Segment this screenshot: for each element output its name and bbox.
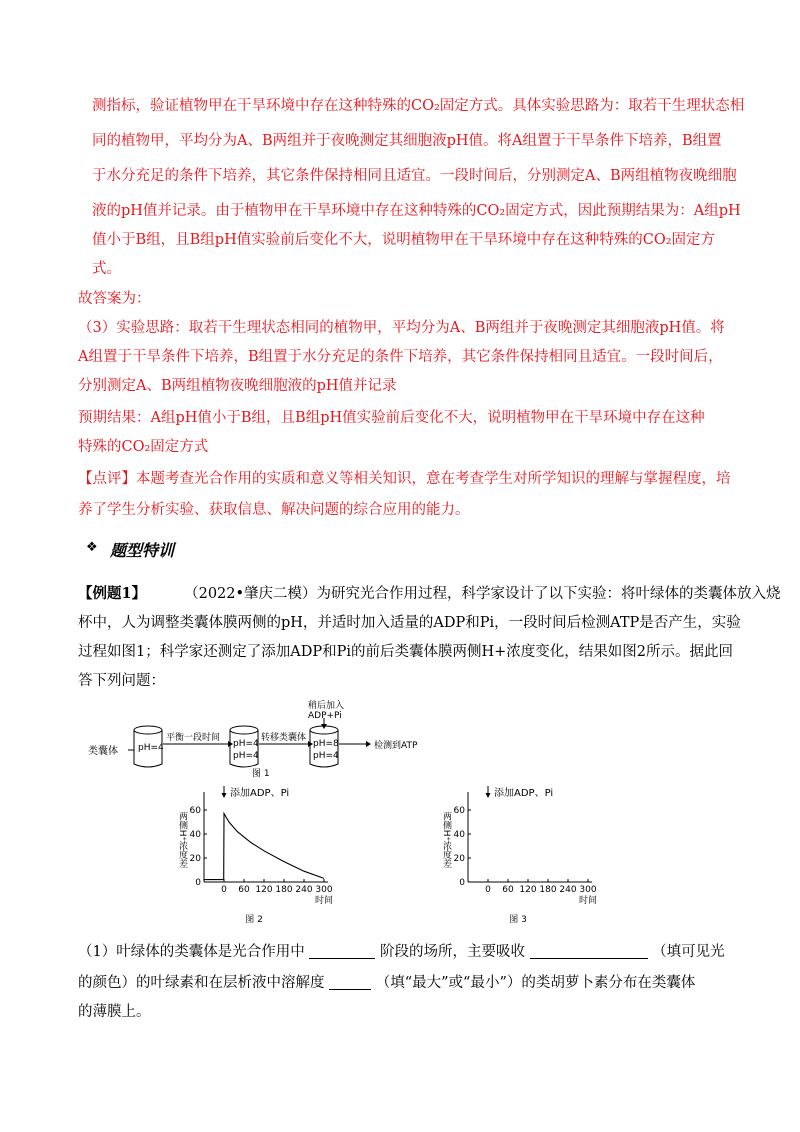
- fig1-arrow-1-label: 平衡一段时间: [166, 733, 221, 743]
- conclusion-label: 故答案为：: [78, 291, 151, 307]
- fig1-add-top: 稍后加入: [308, 701, 345, 711]
- y-tick-label: 40: [453, 830, 465, 840]
- x-tick-label: 120: [255, 885, 273, 895]
- annotation-label: 添加ADP、Pi: [494, 788, 554, 799]
- question-1-line-3: 的薄膜上。: [78, 1004, 151, 1020]
- x-tick-label: 0: [485, 885, 491, 895]
- fig1-beaker-3-top: pH=8: [313, 739, 339, 749]
- final-answer-line-2: A组置于干旱条件下培养，B组置于水分充足的条件下培养，其它条件保持相同且适宜。一段时间后，: [78, 349, 723, 365]
- x-tick-label: 300: [315, 885, 333, 895]
- figure-2-chart: [168, 782, 348, 924]
- answer-line-1: 测指标，验证植物甲在干旱环境中存在这种特殊的CO₂固定方式。具体实验思路为：取若干生理状态相: [92, 98, 745, 114]
- y-axis-label: 两侧H⁺浓度差: [441, 811, 451, 869]
- x-tick-label: 300: [579, 885, 597, 895]
- y-tick-label: 40: [189, 830, 201, 840]
- comment-line-2: 养了学生分析实验、获取信息、解决问题的综合应用的能力。: [78, 502, 470, 518]
- y-tick-label: 20: [453, 854, 465, 864]
- fig1-source-label: 类囊体: [88, 746, 118, 757]
- y-tick-label: 20: [189, 854, 201, 864]
- example-line-2: 杯中，人为调整类囊体膜两侧的pH，并适时加入适量的ADP和Pi，一段时间后检测ATP是否产生，实验: [78, 615, 741, 631]
- x-tick-label: 180: [539, 885, 557, 895]
- x-tick-label: 0: [221, 885, 227, 895]
- section-title: 题型特训: [110, 541, 175, 560]
- q1-text-a: （1）叶绿体的类囊体是光合作用中: [78, 944, 305, 960]
- example-text-1: （2022•肇庆二模）为研究光合作用过程，科学家设计了以下实验：将叶绿体的类囊体放入烧: [184, 586, 781, 602]
- x-axis-label: 时间: [578, 896, 598, 906]
- fig1-add-bottom: ADP+Pi: [308, 711, 342, 721]
- x-tick-label: 240: [559, 885, 577, 895]
- y-tick-label: 0: [195, 878, 201, 888]
- answer-line-4: 液的pH值并记录。由于植物甲在干旱环境中存在这种特殊的CO₂固定方式，因此预期结果为：A组pH: [92, 203, 741, 219]
- comment-line-1: 【点评】本题考查光合作用的实质和意义等相关知识，意在考查学生对所学知识的理解与掌握程度，培: [78, 471, 731, 487]
- final-answer-line-4: 预期结果：A组pH值小于B组，且B组pH值实验前后变化不大，说明植物甲在干旱环境中存在这种: [78, 410, 705, 426]
- answer-line-6: 式。: [92, 261, 121, 277]
- example-line-1: [78, 584, 781, 604]
- example-line-4: 答下列问题：: [78, 673, 165, 689]
- answer-blank-3[interactable]: [329, 974, 371, 990]
- final-answer-line-5: 特殊的CO₂固定方式: [78, 439, 209, 455]
- fig1-beaker-3-bottom: pH=4: [313, 751, 339, 761]
- x-tick-label: 120: [519, 885, 537, 895]
- answer-line-5: 值小于B组，且B组pH值实验前后变化不大，说明植物甲在干旱环境中存在这种特殊的CO₂固定方: [92, 232, 716, 248]
- q1-text-e: （填“最大”或“最小”）的类胡萝卜素分布在类囊体: [375, 975, 696, 991]
- x-tick-label: 60: [238, 885, 250, 895]
- y-axis-label: 两侧H⁺浓度差: [177, 811, 187, 869]
- annotation-arrowhead: [222, 793, 227, 798]
- y-tick-label: 60: [189, 806, 201, 816]
- q1-text-d: 的颜色）的叶绿素和在层析液中溶解度: [78, 975, 325, 991]
- chart-caption: 图 2: [245, 915, 263, 924]
- answer-line-2: 同的植物甲，平均分为A、B两组并于夜晚测定其细胞液pH值。将A组置于干旱条件下培养，B组置: [92, 133, 722, 149]
- annotation-label: 添加ADP、Pi: [230, 788, 290, 799]
- example-line-3: 过程如图1；科学家还测定了添加ADP和Pi的前后类囊体膜两侧H+浓度变化，结果如图2所示。据此回: [78, 644, 733, 660]
- fig1-beaker-2-bottom: pH=4: [233, 751, 259, 761]
- fig1-caption: 图 1: [252, 769, 270, 779]
- x-axis-label: 时间: [314, 896, 334, 906]
- question-1-line-1: [78, 942, 725, 962]
- x-tick-label: 240: [295, 885, 313, 895]
- answer-blank-2[interactable]: [530, 943, 648, 959]
- fig1-arrow-2-label: 转移类囊体: [261, 733, 307, 743]
- final-answer-line-1: （3）实验思路：取若干生理状态相同的植物甲，平均分为A、B两组并于夜晚测定其细胞液pH值。将: [78, 320, 725, 336]
- x-tick-label: 180: [275, 885, 293, 895]
- answer-blank-1[interactable]: [309, 943, 375, 959]
- x-tick-label: 60: [502, 885, 514, 895]
- figure-3-chart: [432, 782, 612, 924]
- final-answer-line-3: 分别测定A、B两组植物夜晚细胞液的pH值并记录: [78, 378, 397, 394]
- series-line-0: [204, 814, 324, 880]
- q1-text-b: 阶段的场所，主要吸收: [379, 944, 525, 960]
- chart-caption: 图 3: [509, 915, 527, 924]
- fig1-beaker-2-top: pH=4: [233, 739, 259, 749]
- answer-line-3: 于水分充足的条件下培养，其它条件保持相同且适宜。一段时间后，分别测定A、B两组植物夜晚细胞: [92, 168, 737, 184]
- fig1-result-label: 检测到ATP: [374, 741, 418, 751]
- annotation-arrowhead: [486, 793, 491, 798]
- fig1-beaker-1-label: pH=4: [138, 743, 164, 753]
- example-label: 【例题1】: [78, 585, 147, 602]
- figure-1-diagram: [88, 700, 428, 780]
- question-1-line-2: [78, 973, 695, 993]
- y-tick-label: 0: [459, 878, 465, 888]
- q1-text-c: （填可见光: [652, 944, 725, 960]
- y-tick-label: 60: [453, 806, 465, 816]
- section-bullet-icon: ❖: [86, 540, 98, 555]
